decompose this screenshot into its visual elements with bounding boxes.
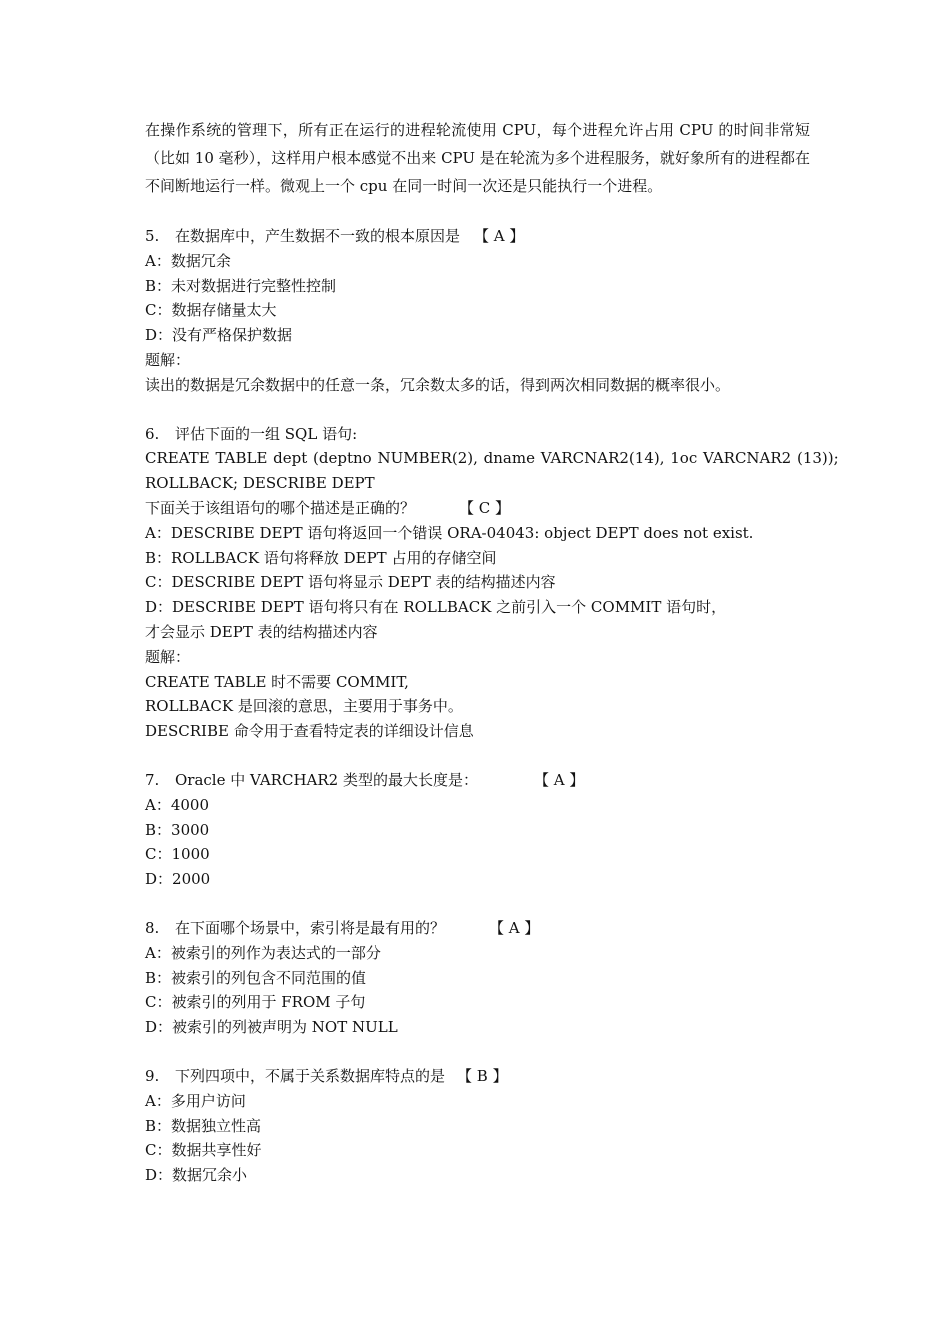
explanation-line: DESCRIBE 命令用于查看特定表的详细设计信息: [145, 722, 474, 741]
question-text: 下列四项中，不属于关系数据库特点的是: [175, 1066, 446, 1085]
answer-key: 【 C 】: [459, 498, 511, 517]
option-a: A：多用户访问: [145, 1091, 246, 1110]
option-d: D：没有严格保护数据: [145, 326, 293, 345]
option-a: A：4000: [145, 795, 210, 814]
explanation-line: 读出的数据是冗余数据中的任意一条，冗余数太多的话，得到两次相同数据的概率很小。: [145, 375, 731, 394]
option-a: A：被索引的列作为表达式的一部分: [145, 943, 381, 962]
option-c: C：数据存储量太大: [145, 301, 277, 320]
option-b: B：ROLLBACK 语句将释放 DEPT 占用的存储空间: [145, 548, 497, 567]
question-number: 9.: [145, 1066, 160, 1085]
option-c: C：DESCRIBE DEPT 语句将显示 DEPT 表的结构描述内容: [145, 573, 556, 592]
question-number: 7.: [145, 770, 160, 789]
option-d: D：DESCRIBE DEPT 语句将只有在 ROLLBACK 之前引入一个 COMMIT 语句时，: [145, 598, 727, 617]
option-c: C：被索引的列用于 FROM 子句: [145, 993, 366, 1012]
question-stem: [145, 768, 810, 793]
option-c: C：数据共享性好: [145, 1141, 262, 1160]
explanation-line: ROLLBACK 是回滚的意思，主要用于事务中。: [145, 697, 463, 716]
question-9: [145, 1064, 810, 1188]
question-prompt: [145, 496, 810, 521]
document-page: [145, 116, 839, 1188]
option-b: B：3000: [145, 820, 210, 839]
answer-key: 【 A 】: [474, 227, 525, 245]
answer-key: 【 A 】: [533, 770, 585, 789]
explanation-line: CREATE TABLE 时不需要 COMMIT,: [145, 672, 409, 691]
option-a: A：数据冗余: [145, 251, 231, 270]
question-text: 评估下面的一组 SQL 语句:: [175, 424, 358, 443]
question-stem: [145, 224, 810, 249]
question-number: 6.: [145, 424, 160, 443]
question-5: [145, 224, 810, 398]
question-stem: [145, 1064, 810, 1089]
intro-paragraph: 在操作系统的管理下，所有正在运行的进程轮流使用 CPU，每个进程允许占用 CPU 的时间非常短（比如 10 毫秒），这样用户根本感觉不出来 CPU 是在轮流为多个进程服务，就好象所有的进程都在不间断地运行一样。微观上一个 cpu 在同一时间一次还是只能执行一个进程。: [145, 121, 810, 195]
question-8: [145, 916, 810, 1040]
answer-key: 【 A 】: [489, 918, 540, 937]
question-number: 8.: [145, 918, 160, 937]
option-d: D：2000: [145, 870, 211, 889]
question-number: 5.: [145, 227, 160, 245]
question-text: 在数据库中，产生数据不一致的根本原因是: [175, 227, 461, 245]
prompt-text: 下面关于该组语句的哪个描述是正确的？: [145, 498, 416, 517]
sql-statement-line: ROLLBACK; DESCRIBE DEPT: [145, 474, 375, 493]
question-text: 在下面哪个场景中，索引将是最有用的？: [175, 918, 446, 937]
option-c: C：1000: [145, 845, 210, 864]
question-7: [145, 768, 810, 892]
option-a: A：DESCRIBE DEPT 语句将返回一个错误 ORA-04043: object DEPT does not exist.: [145, 523, 754, 542]
question-stem: [145, 422, 810, 447]
option-d-continued: 才会显示 DEPT 表的结构描述内容: [145, 622, 378, 641]
option-d: D：数据冗余小: [145, 1166, 248, 1185]
explanation-label: 题解：: [145, 350, 191, 369]
explanation-label: 题解：: [145, 647, 191, 666]
option-b: B：被索引的列包含不同范围的值: [145, 968, 367, 987]
option-d: D：被索引的列被声明为 NOT NULL: [145, 1018, 398, 1037]
answer-key: 【 B 】: [457, 1066, 508, 1085]
option-b: B：数据独立性高: [145, 1116, 262, 1135]
question-stem: [145, 916, 810, 941]
option-b: B：未对数据进行完整性控制: [145, 276, 337, 295]
sql-statement-line: CREATE TABLE dept (deptno NUMBER(2), dname VARCNAR2(14), 1oc VARCNAR2 (13));: [145, 449, 839, 468]
question-6: [145, 422, 839, 744]
question-text: Oracle 中 VARCHAR2 类型的最大长度是：: [175, 770, 478, 789]
